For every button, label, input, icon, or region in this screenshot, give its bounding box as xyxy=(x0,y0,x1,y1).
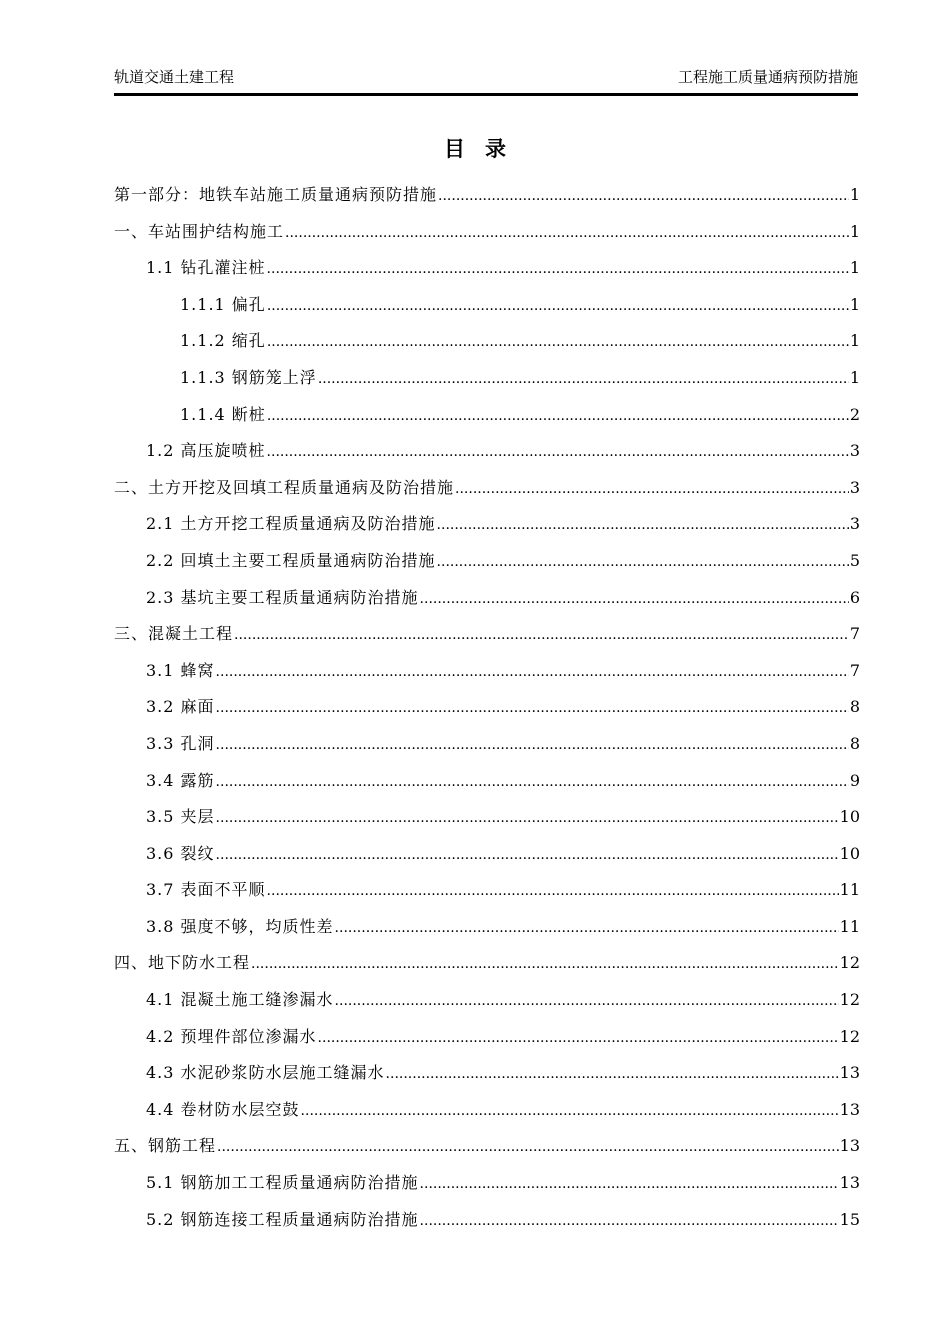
toc-entry-title: 5.2 钢筋连接工程质量通病防治措施 xyxy=(146,1209,419,1229)
toc-entry-title: 2.1 土方开挖工程质量通病及防治措施 xyxy=(146,514,436,534)
toc-entry-title: 2.2 回填土主要工程质量通病防治措施 xyxy=(146,550,436,570)
toc-entry-title: 5.1 钢筋加工工程质量通病防治措施 xyxy=(146,1173,419,1193)
toc-entry[interactable] xyxy=(114,365,860,402)
toc-entry-page-number: 1 xyxy=(849,294,860,314)
toc-entry-page-number: 10 xyxy=(839,843,860,863)
toc-entry-title: 第一部分：地铁车站施工质量通病预防措施 xyxy=(114,185,438,204)
toc-entry-title: 3.7 表面不平顺 xyxy=(146,880,266,900)
toc-entry[interactable] xyxy=(114,1024,860,1061)
toc-entry-page-number: 8 xyxy=(849,697,860,717)
toc-entry-title: 1.1 钻孔灌注桩 xyxy=(146,258,266,278)
toc-entry-page-number: 12 xyxy=(839,990,860,1010)
toc-entry-title: 4.4 卷材防水层空鼓 xyxy=(146,1099,300,1119)
toc-entry[interactable] xyxy=(114,402,860,439)
toc-entry-page-number: 1 xyxy=(849,221,860,241)
toc-dot-leader xyxy=(318,368,849,384)
toc-entry-page-number: 13 xyxy=(839,1173,860,1193)
toc-entry[interactable] xyxy=(114,475,860,512)
toc-entry[interactable] xyxy=(114,877,860,914)
toc-dot-leader xyxy=(386,1063,839,1079)
toc-entry-page-number: 2 xyxy=(849,404,860,424)
toc-entry-title: 4.2 预埋件部位渗漏水 xyxy=(146,1026,317,1046)
toc-dot-leader xyxy=(455,478,849,494)
toc-entry-page-number: 13 xyxy=(839,1136,860,1156)
toc-entry-page-number: 7 xyxy=(849,624,860,644)
toc-entry-title: 一、车站围护结构施工 xyxy=(114,221,285,241)
toc-entry-page-number: 11 xyxy=(839,916,860,936)
toc-entry-title: 三、混凝土工程 xyxy=(114,624,234,644)
toc-dot-leader xyxy=(267,295,849,311)
toc-entry[interactable] xyxy=(114,768,860,805)
toc-entry-page-number: 12 xyxy=(839,953,860,973)
toc-dot-leader xyxy=(216,771,849,787)
toc-dot-leader xyxy=(251,953,839,969)
toc-entry[interactable] xyxy=(114,182,860,219)
toc-dot-leader xyxy=(301,1100,839,1116)
toc-entry-page-number: 11 xyxy=(839,880,860,900)
toc-entry-page-number: 12 xyxy=(839,1026,860,1046)
toc-dot-leader xyxy=(438,185,849,201)
toc-entry-title: 1.1.4 断桩 xyxy=(180,404,266,424)
toc-entry-page-number: 5 xyxy=(849,550,860,570)
toc-entry-title: 3.2 麻面 xyxy=(146,697,215,717)
toc-dot-leader xyxy=(267,880,839,896)
toc-dot-leader xyxy=(420,588,849,604)
header-left-text: 轨道交通土建工程 xyxy=(114,68,235,86)
toc-dot-leader xyxy=(267,441,849,457)
toc-dot-leader xyxy=(217,1136,839,1152)
table-of-contents xyxy=(114,182,860,1243)
toc-entry[interactable] xyxy=(114,438,860,475)
toc-entry-page-number: 9 xyxy=(849,770,860,790)
toc-dot-leader xyxy=(216,807,839,823)
toc-dot-leader xyxy=(285,222,849,238)
toc-entry-page-number: 10 xyxy=(839,807,860,827)
toc-entry-title: 1.1.3 钢筋笼上浮 xyxy=(180,367,317,387)
toc-dot-leader xyxy=(437,551,849,567)
toc-entry[interactable] xyxy=(114,585,860,622)
toc-entry-title: 1.1.1 偏孔 xyxy=(180,294,266,314)
toc-dot-leader xyxy=(216,844,839,860)
toc-dot-leader xyxy=(234,624,849,640)
toc-entry-page-number: 3 xyxy=(849,514,860,534)
toc-dot-leader xyxy=(267,405,849,421)
toc-entry[interactable] xyxy=(114,292,860,329)
page-title: 目录 xyxy=(444,136,526,161)
toc-dot-leader xyxy=(335,917,839,933)
toc-entry[interactable] xyxy=(114,255,860,292)
toc-entry-page-number: 6 xyxy=(849,587,860,607)
toc-entry-page-number: 8 xyxy=(849,733,860,753)
toc-entry-page-number: 13 xyxy=(839,1099,860,1119)
header-divider xyxy=(114,93,858,96)
toc-entry[interactable] xyxy=(114,914,860,951)
toc-entry[interactable] xyxy=(114,1097,860,1134)
toc-entry[interactable] xyxy=(114,219,860,256)
toc-entry-title: 3.3 孔洞 xyxy=(146,733,215,753)
toc-entry[interactable] xyxy=(114,1207,860,1244)
toc-dot-leader xyxy=(267,258,849,274)
toc-entry[interactable] xyxy=(114,804,860,841)
toc-entry-page-number: 15 xyxy=(839,1209,860,1229)
toc-entry[interactable] xyxy=(114,328,860,365)
toc-entry-title: 3.4 露筋 xyxy=(146,770,215,790)
toc-dot-leader xyxy=(216,697,849,713)
toc-entry[interactable] xyxy=(114,987,860,1024)
toc-entry[interactable] xyxy=(114,841,860,878)
page-header xyxy=(114,66,858,94)
toc-dot-leader xyxy=(420,1173,839,1189)
toc-entry-title: 3.6 裂纹 xyxy=(146,843,215,863)
toc-entry-page-number: 1 xyxy=(849,331,860,351)
toc-entry-title: 2.3 基坑主要工程质量通病防治措施 xyxy=(146,587,419,607)
toc-entry-title: 3.5 夹层 xyxy=(146,807,215,827)
toc-entry-title: 四、地下防水工程 xyxy=(114,953,251,973)
toc-entry[interactable] xyxy=(114,1133,860,1170)
toc-dot-leader xyxy=(420,1210,839,1226)
toc-entry[interactable] xyxy=(114,694,860,731)
toc-entry[interactable] xyxy=(114,1170,860,1207)
toc-entry-page-number: 1 xyxy=(849,258,860,278)
toc-entry[interactable] xyxy=(114,658,860,695)
toc-entry[interactable] xyxy=(114,731,860,768)
toc-entry[interactable] xyxy=(114,950,860,987)
toc-entry[interactable] xyxy=(114,1060,860,1097)
toc-entry-title: 3.1 蜂窝 xyxy=(146,660,215,680)
toc-dot-leader xyxy=(267,331,849,347)
toc-entry-page-number: 3 xyxy=(849,441,860,461)
header-right-text: 工程施工质量通病预防措施 xyxy=(677,68,858,86)
toc-entry-title: 1.2 高压旋喷桩 xyxy=(146,441,266,461)
toc-entry-title: 4.3 水泥砂浆防水层施工缝漏水 xyxy=(146,1063,385,1083)
toc-entry[interactable] xyxy=(114,511,860,548)
toc-dot-leader xyxy=(437,514,849,530)
toc-dot-leader xyxy=(318,1027,839,1043)
toc-entry-page-number: 13 xyxy=(839,1063,860,1083)
toc-entry[interactable] xyxy=(114,548,860,585)
toc-dot-leader xyxy=(335,990,839,1006)
toc-entry[interactable] xyxy=(114,621,860,658)
toc-entry-page-number: 7 xyxy=(849,660,860,680)
toc-entry-page-number: 3 xyxy=(849,477,860,497)
toc-entry-title: 1.1.2 缩孔 xyxy=(180,331,266,351)
toc-entry-page-number: 1 xyxy=(849,367,860,387)
toc-entry-title: 二、土方开挖及回填工程质量通病及防治措施 xyxy=(114,477,455,497)
toc-entry-title: 3.8 强度不够，均质性差 xyxy=(146,916,334,936)
toc-entry-title: 五、钢筋工程 xyxy=(114,1136,217,1156)
toc-entry-page-number: 1 xyxy=(849,185,860,204)
toc-dot-leader xyxy=(216,661,849,677)
toc-entry-title: 4.1 混凝土施工缝渗漏水 xyxy=(146,990,334,1010)
toc-dot-leader xyxy=(216,734,849,750)
